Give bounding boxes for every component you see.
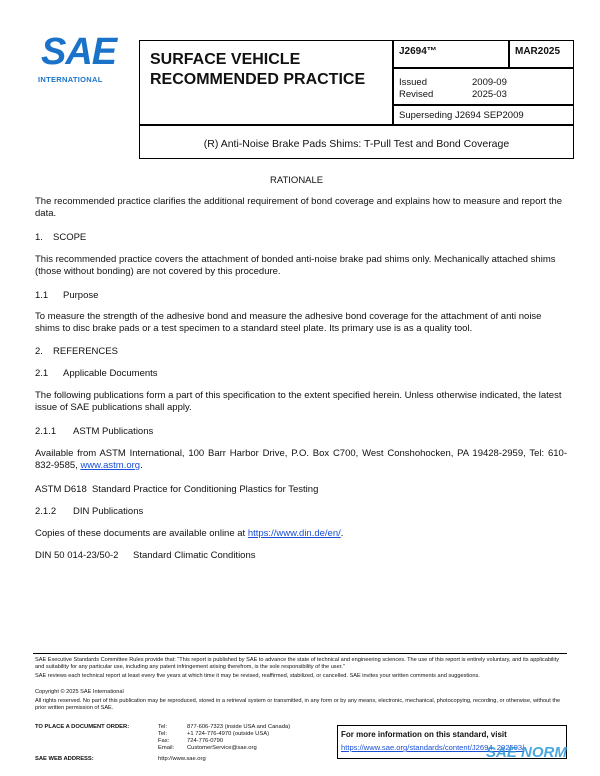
section-2-1-1-number: 2.1.1 — [35, 426, 57, 437]
doc-number: J2694™ — [399, 46, 437, 57]
din-ref-title: Standard Climatic Conditions — [133, 550, 256, 561]
tel-value: 877-606-7323 (inside USA and Canada) — [187, 724, 291, 730]
din-text-lead: Copies of these documents are available online at — [35, 528, 248, 539]
section-2-1-2-title: DIN Publications — [73, 506, 144, 517]
section-1-1-number: 1.1 — [35, 290, 49, 301]
astm-ref-code: ASTM D618 — [35, 484, 87, 495]
doc-type-line2: RECOMMENDED PRACTICE — [150, 71, 366, 88]
email-value[interactable]: CustomerService@sae.org — [187, 745, 257, 751]
tel2-label: Tel: — [158, 731, 168, 737]
section-1-number: 1. — [35, 232, 43, 243]
section-2-1-text: The following publications form a part of this specification to the extent specified herein. Unless otherwise indicated, the latest issue of SAE publications shall apply. — [35, 390, 562, 413]
email-label: Email: — [158, 745, 175, 751]
astm-address: Available from ASTM International, 100 Barr Harbor Drive, P.O. Box C700, West Conshohocken, PA 19428-2959, Tel: 610-832-9585, — [35, 448, 567, 471]
footer-divider — [33, 653, 567, 654]
revised-value: 2025-03 — [472, 89, 507, 100]
doc-date: MAR2025 — [515, 46, 561, 57]
footer-review: SAE reviews each technical report at least every five years at which time it may be revised, reaffirmed, stabilized, or cancelled. SAE invites your written comments and suggestions. — [35, 673, 480, 679]
footer-rights: All rights reserved. No part of this publication may be reproduced, stored in a retrieval system or transmitted, in any form or by any means, electronic, mechanical, photocopying, recording, or otherwise, without the prior written permission of SAE. — [35, 698, 561, 712]
section-2-1-title: Applicable Documents — [63, 368, 158, 379]
section-1-title: SCOPE — [53, 232, 87, 243]
section-2-1-number: 2.1 — [35, 368, 49, 379]
astm-text: Available from ASTM International, 100 Barr Harbor Drive, P.O. Box C700, West Conshohocken, PA 19428-2959, Tel: 610-832-9585, www.astm.org. — [35, 448, 567, 471]
tel-label: Tel: — [158, 724, 168, 730]
footer-rules: SAE Executive Standards Committee Rules provide that: “This report is published by SAE to advance the state of technical and engineering sciences. The use of this report is entirely voluntary, and its applicability and suitability for any particular use, including any patent infringement arising therefrom, is the sole responsibility of the user.” — [35, 657, 560, 671]
info-link[interactable]: https://www.sae.org/standards/content/J2694_202503/ — [341, 743, 525, 752]
section-1-1-text: To measure the strength of the adhesive bond and measure the adhesive bond coverage for the attachment of anti noise shims to disc brake pads or a test specimen to a standard steel plate. Its primary use is as a quality tool. — [35, 311, 542, 334]
sae-logo-subtitle: INTERNATIONAL — [38, 75, 103, 84]
din-ref-code: DIN 50 014-23/50-2 — [35, 550, 119, 561]
rationale-heading: RATIONALE — [270, 175, 324, 186]
section-2-1-1-title: ASTM Publications — [73, 426, 154, 437]
din-link[interactable]: https://www.din.de/en/ — [247, 528, 341, 539]
doc-type-line1: SURFACE VEHICLE — [150, 51, 301, 68]
section-2-title: REFERENCES — [53, 346, 118, 357]
section-1-1-title: Purpose — [63, 290, 99, 301]
web-label: SAE WEB ADDRESS: — [35, 756, 94, 762]
fax-label: Fax: — [158, 738, 170, 744]
issued-value: 2009-09 — [472, 77, 507, 88]
astm-link[interactable]: www.astm.org — [80, 460, 141, 471]
footer-copyright: Copyright © 2025 SAE International — [35, 689, 124, 695]
section-2-1-2-number: 2.1.2 — [35, 506, 57, 517]
web-value[interactable]: http://www.sae.org — [158, 756, 206, 762]
superseding: Superseding J2694 SEP2009 — [399, 110, 524, 121]
watermark: SAE NORM — [486, 744, 567, 761]
section-2-number: 2. — [35, 346, 43, 357]
revised-label: Revised — [399, 89, 434, 100]
tel2-value: +1 724-776-4970 (outside USA) — [187, 731, 270, 737]
section-1-text: This recommended practice covers the attachment of bonded anti-noise brake pad shims only. Mechanically attached shims (those without bonding) are not covered by this procedure. — [35, 254, 556, 277]
din-text: Copies of these documents are available online at https://www.din.de/en/. — [35, 528, 344, 539]
doc-type — [150, 50, 365, 90]
sae-logo: SAE — [41, 31, 117, 73]
astm-ref-title: Standard Practice for Conditioning Plastics for Testing — [92, 484, 319, 495]
doc-title: (R) Anti-Noise Brake Pads Shims: T-Pull Test and Bond Coverage — [203, 138, 510, 150]
fax-value: 724-776-0790 — [187, 738, 224, 744]
issued-label: Issued — [399, 77, 427, 88]
rationale-text: The recommended practice clarifies the additional requirement of bond coverage and explains how to measure and report the data. — [35, 196, 563, 219]
info-title: For more information on this standard, visit — [341, 730, 507, 739]
order-label: TO PLACE A DOCUMENT ORDER: — [35, 724, 130, 730]
